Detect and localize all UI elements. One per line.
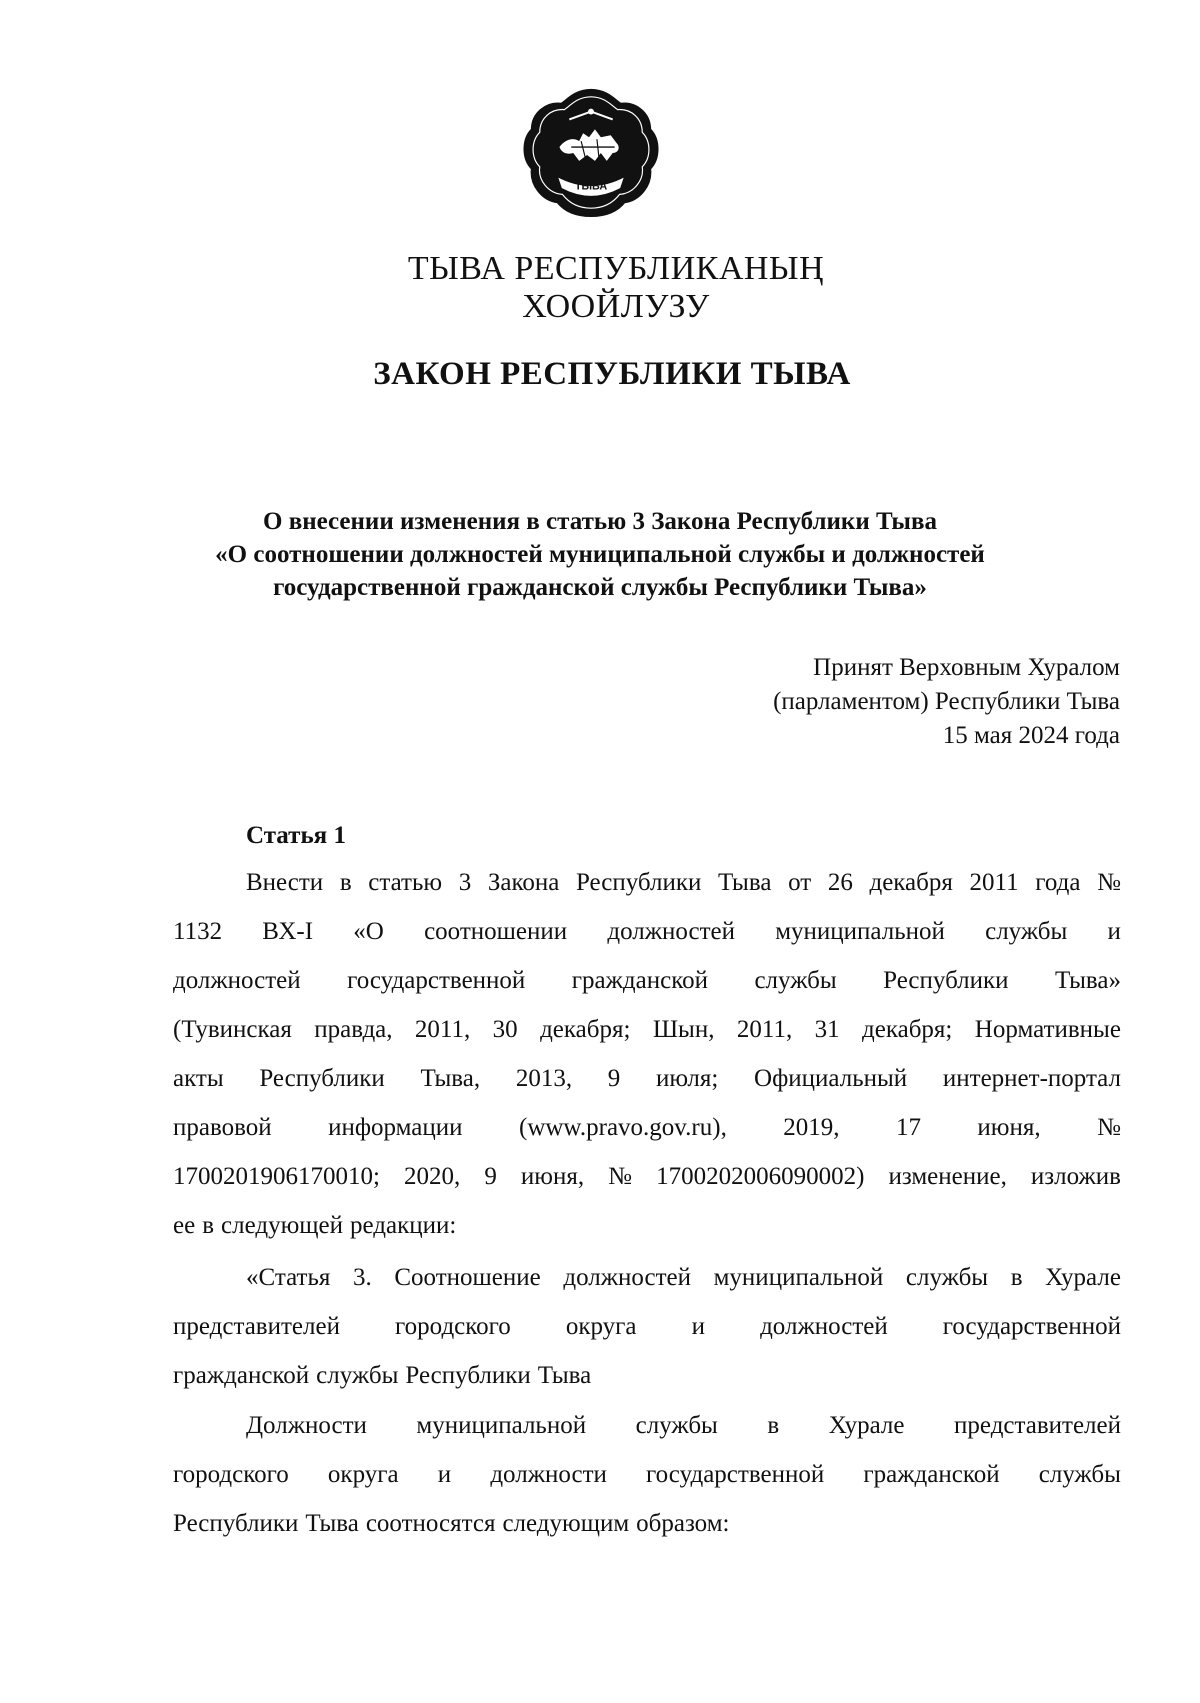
word: Соотношение [394, 1264, 541, 1291]
word: Закона [487, 869, 560, 896]
word: 1132 [173, 918, 223, 945]
word: в [202, 1212, 215, 1239]
paragraph-line [173, 1450, 1121, 1499]
word: службы [1038, 1461, 1121, 1488]
word: редакции: [349, 1212, 457, 1239]
word: государственной [347, 967, 526, 994]
word: 30 [492, 1016, 518, 1043]
law-subject [0, 505, 1200, 604]
word: гражданской [863, 1461, 1000, 1488]
word: № [1097, 1114, 1121, 1141]
word: в [1010, 1264, 1023, 1291]
adoption-note [773, 651, 1120, 753]
word: Тыва [718, 869, 772, 896]
paragraph-line [173, 1253, 1121, 1302]
word: 2011 [969, 869, 1019, 896]
word: правовой [173, 1114, 272, 1141]
article-heading: Статья 1 [246, 822, 346, 849]
word: 2011, [414, 1016, 471, 1043]
word: следующей [221, 1212, 343, 1239]
word: должностей [607, 918, 735, 945]
word: 31 [814, 1016, 840, 1043]
paragraph-line [173, 1499, 1121, 1548]
article-paragraph-1 [173, 858, 1121, 1250]
word: Республики [575, 869, 702, 896]
word: должностей [563, 1264, 691, 1291]
paragraph-line [173, 1103, 1121, 1152]
word: 2020, [404, 1163, 461, 1190]
word: декабря [869, 869, 953, 896]
word: должностей [760, 1313, 888, 1340]
paragraph-line [173, 1152, 1121, 1201]
word: «О [353, 918, 384, 945]
word: округа [565, 1313, 637, 1340]
word: года [1035, 869, 1081, 896]
word: Тыва [305, 1510, 359, 1537]
word: Шын, [652, 1016, 715, 1043]
paragraph-line [173, 956, 1121, 1005]
word: в [339, 869, 352, 896]
word: Нормативные [974, 1016, 1121, 1043]
word: в [767, 1412, 780, 1439]
word: Хурале [828, 1412, 905, 1439]
word: службы [635, 1412, 718, 1439]
paragraph-line [173, 1054, 1121, 1103]
emblem-ribbon-text: ТЫВА [574, 180, 608, 193]
word: ВХ-I [262, 918, 314, 945]
paragraph-line [173, 1351, 1121, 1400]
word: Тыва [537, 1362, 592, 1389]
word: изменение, [888, 1163, 1007, 1190]
word: 2013, [515, 1065, 573, 1092]
word: Официальный [754, 1065, 908, 1092]
word: службы [985, 918, 1068, 945]
word: гражданской [173, 1362, 310, 1389]
paragraph-line [173, 1302, 1121, 1351]
paragraph-line [173, 1201, 1121, 1250]
word: ее [173, 1212, 196, 1239]
word: 2011, [736, 1016, 793, 1043]
paragraph-line [173, 1005, 1121, 1054]
word: декабря; [862, 1016, 953, 1043]
word: следующим [502, 1510, 630, 1537]
word: соотношении [424, 918, 568, 945]
word: 9 [607, 1065, 621, 1092]
word: городского [173, 1461, 289, 1488]
word: и [437, 1461, 452, 1488]
word: 2019, [783, 1114, 840, 1141]
word: гражданской [571, 967, 708, 994]
word: акты [173, 1065, 224, 1092]
word: образом: [636, 1510, 730, 1537]
word: 9 [484, 1163, 497, 1190]
header-tuvan-line-2: ХООЙЛУЗУ [522, 288, 710, 325]
word: № [608, 1163, 632, 1190]
article-paragraph-2 [173, 1253, 1121, 1400]
word: правда, [314, 1016, 393, 1043]
word: Должности [246, 1412, 367, 1439]
subject-line-3: государственной гражданской службы Республики Тыва» [273, 574, 927, 601]
word: Республики [405, 1362, 531, 1389]
tuva-coat-of-arms-icon [522, 82, 660, 220]
adoption-date: 15 мая 2024 года [942, 722, 1120, 749]
word: декабря; [540, 1016, 631, 1043]
word: информации [328, 1114, 463, 1141]
word: и [1107, 918, 1121, 945]
word: 3. [352, 1264, 372, 1291]
word: 17 [895, 1114, 921, 1141]
word: «Статья [246, 1264, 331, 1291]
word: Хурале [1045, 1264, 1121, 1291]
article-paragraph-3 [173, 1401, 1121, 1548]
word: представителей [173, 1313, 340, 1340]
word: Республики [173, 1510, 299, 1537]
word: службы [316, 1362, 399, 1389]
word: Внести [246, 869, 324, 896]
word: службы [905, 1264, 989, 1291]
word: городского [395, 1313, 511, 1340]
word: Тыва, [420, 1065, 481, 1092]
adoption-line-1: Принят Верховным Хуралом [813, 654, 1120, 681]
law-title: ЗАКОН РЕСПУБЛИКИ ТЫВА [373, 356, 851, 392]
word: Тыва» [1055, 967, 1121, 994]
word: службы [754, 967, 837, 994]
word: (www.pravo.gov.ru), [519, 1114, 727, 1141]
word: Республики [883, 967, 1009, 994]
word: соотносятся [365, 1510, 496, 1537]
word: № [1097, 869, 1121, 896]
word: от [788, 869, 812, 896]
word: 26 [827, 869, 853, 896]
word: муниципальной [713, 1264, 884, 1291]
word: июня, [977, 1114, 1041, 1141]
word: 1700202006090002) [656, 1163, 865, 1190]
word: должностей [173, 967, 301, 994]
word: должности [490, 1461, 607, 1488]
word: представителей [954, 1412, 1121, 1439]
paragraph-line [173, 907, 1121, 956]
word: и [691, 1313, 705, 1340]
word: государственной [942, 1313, 1121, 1340]
word: 3 [458, 869, 472, 896]
word: статью [368, 869, 443, 896]
word: Республики [259, 1065, 385, 1092]
word: муниципальной [775, 918, 945, 945]
word: изложив [1030, 1163, 1121, 1190]
word: июля; [655, 1065, 719, 1092]
paragraph-line [173, 1401, 1121, 1450]
word: (Тувинская [173, 1016, 292, 1043]
paragraph-line [173, 858, 1121, 907]
header-tuvan-line-1: ТЫВА РЕСПУБЛИКАНЫҢ [407, 250, 825, 287]
subject-line-1: О внесении изменения в статью 3 Закона Республики Тыва [263, 508, 937, 535]
word: 1700201906170010; [173, 1163, 380, 1190]
subject-line-2: «О соотношении должностей муниципальной службы и должностей [215, 541, 985, 568]
word: муниципальной [416, 1412, 587, 1439]
word: июня, [520, 1163, 585, 1190]
word: государственной [646, 1461, 825, 1488]
word: округа [327, 1461, 399, 1488]
word: интернет-портал [942, 1065, 1121, 1092]
adoption-line-2: (парламентом) Республики Тыва [773, 688, 1120, 715]
